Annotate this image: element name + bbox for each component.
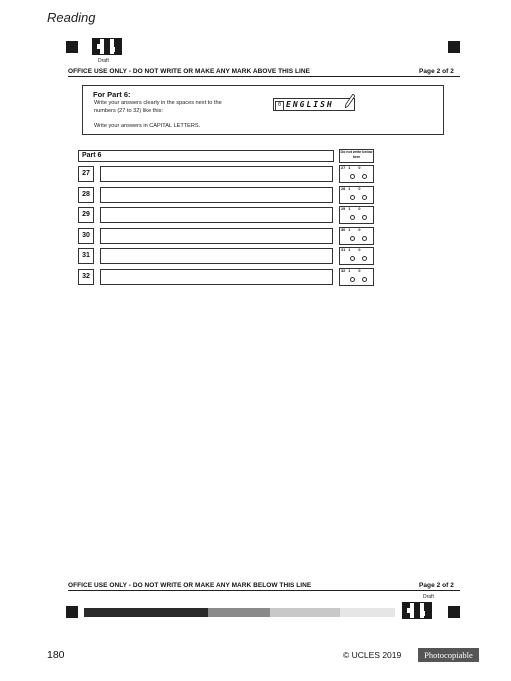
top-divider	[68, 76, 460, 77]
instructions-line-1: Write your answers clearly in the spaces next to the	[94, 100, 222, 106]
mark-code: 29	[341, 207, 346, 211]
grey-scale-bar-5	[340, 608, 395, 617]
bubble-score-1	[350, 236, 355, 241]
office-use-top-text: OFFICE USE ONLY - DO NOT WRITE OR MAKE ANY MARK ABOVE THIS LINE	[68, 68, 310, 75]
bubble-score-0	[362, 277, 367, 282]
instructions-title: For Part 6:	[93, 90, 131, 99]
question-number: 32	[78, 269, 94, 285]
mark-score-0: 0	[358, 187, 361, 191]
example-number: 0	[275, 101, 284, 111]
instructions-box	[82, 85, 444, 135]
mark-header	[341, 207, 360, 211]
draft-label-top: Draft	[98, 58, 109, 64]
mark-code: 32	[341, 269, 346, 273]
copyright: © UCLES 2019	[343, 650, 402, 660]
registration-mark-top-left	[66, 41, 78, 53]
registration-mark-bottom-left	[66, 606, 78, 618]
mark-header	[341, 228, 360, 232]
question-number: 29	[78, 207, 94, 223]
mark-score-0: 0	[358, 166, 361, 170]
registration-mark-top-right	[448, 41, 460, 53]
mark-score-1: 1	[348, 207, 351, 211]
answer-field-27[interactable]	[100, 166, 333, 182]
bubble-score-1	[350, 174, 355, 179]
bubble-score-1	[350, 277, 355, 282]
mark-code: 28	[341, 187, 346, 191]
barcode-mark-bottom	[402, 602, 432, 619]
examiner-mark-box	[339, 227, 374, 245]
bubble-score-1	[350, 215, 355, 220]
instructions-line-3: Write your answers in CAPITAL LETTERS.	[94, 123, 201, 129]
bubble-score-1	[350, 195, 355, 200]
question-number: 30	[78, 228, 94, 244]
examiner-mark-box	[339, 165, 374, 183]
examiner-mark-box	[339, 268, 374, 286]
part-heading: Part 6	[78, 150, 334, 162]
section-title: Reading	[47, 10, 96, 25]
examiner-mark-box	[339, 247, 374, 265]
bubble-score-0	[362, 256, 367, 261]
question-number: 28	[78, 187, 94, 203]
example-answer-box	[273, 98, 355, 111]
mark-score-1: 1	[348, 269, 351, 273]
bubble-score-0	[362, 215, 367, 220]
answer-field-28[interactable]	[100, 187, 333, 203]
mark-score-1: 1	[348, 228, 351, 232]
mark-score-1: 1	[348, 166, 351, 170]
grey-scale-bar-2	[146, 608, 208, 617]
mark-score-0: 0	[358, 207, 361, 211]
mark-code: 31	[341, 248, 346, 252]
bubble-score-0	[362, 195, 367, 200]
mark-header	[341, 166, 360, 170]
mark-score-0: 0	[358, 248, 361, 252]
answer-field-29[interactable]	[100, 207, 333, 223]
question-number: 31	[78, 248, 94, 264]
answer-field-32[interactable]	[100, 269, 333, 285]
mark-score-0: 0	[358, 269, 361, 273]
bubble-score-0	[362, 236, 367, 241]
question-number: 27	[78, 166, 94, 182]
examiner-only-box: Do not write below here	[339, 149, 374, 163]
instructions-line-2: numbers (27 to 32) like this:	[94, 108, 164, 114]
pencil-icon	[345, 94, 355, 108]
bubble-score-1	[350, 256, 355, 261]
grey-scale-bar-1	[84, 608, 146, 617]
mark-score-1: 1	[348, 248, 351, 252]
bottom-divider	[68, 590, 460, 591]
mark-header	[341, 248, 360, 252]
grey-scale-bar-3	[208, 608, 270, 617]
example-word: ENGLISH	[286, 100, 334, 109]
answer-field-30[interactable]	[100, 228, 333, 244]
mark-code: 30	[341, 228, 346, 232]
mark-header	[341, 269, 360, 273]
page-indicator-bottom: Page 2 of 2	[419, 582, 454, 589]
page-number: 180	[47, 649, 65, 661]
answer-field-31[interactable]	[100, 248, 333, 264]
examiner-mark-box	[339, 206, 374, 224]
examiner-mark-box	[339, 186, 374, 204]
barcode-mark-top	[92, 38, 122, 55]
grey-scale-bar-4	[270, 608, 340, 617]
mark-score-1: 1	[348, 187, 351, 191]
mark-code: 27	[341, 166, 346, 170]
photocopiable-badge: Photocopiable	[418, 648, 479, 662]
registration-mark-bottom-right	[448, 606, 460, 618]
bubble-score-0	[362, 174, 367, 179]
office-use-bottom-text: OFFICE USE ONLY - DO NOT WRITE OR MAKE ANY MARK BELOW THIS LINE	[68, 582, 312, 589]
mark-header	[341, 187, 360, 191]
page-indicator-top: Page 2 of 2	[419, 68, 454, 75]
mark-score-0: 0	[358, 228, 361, 232]
draft-label-bottom: Draft	[423, 594, 434, 600]
